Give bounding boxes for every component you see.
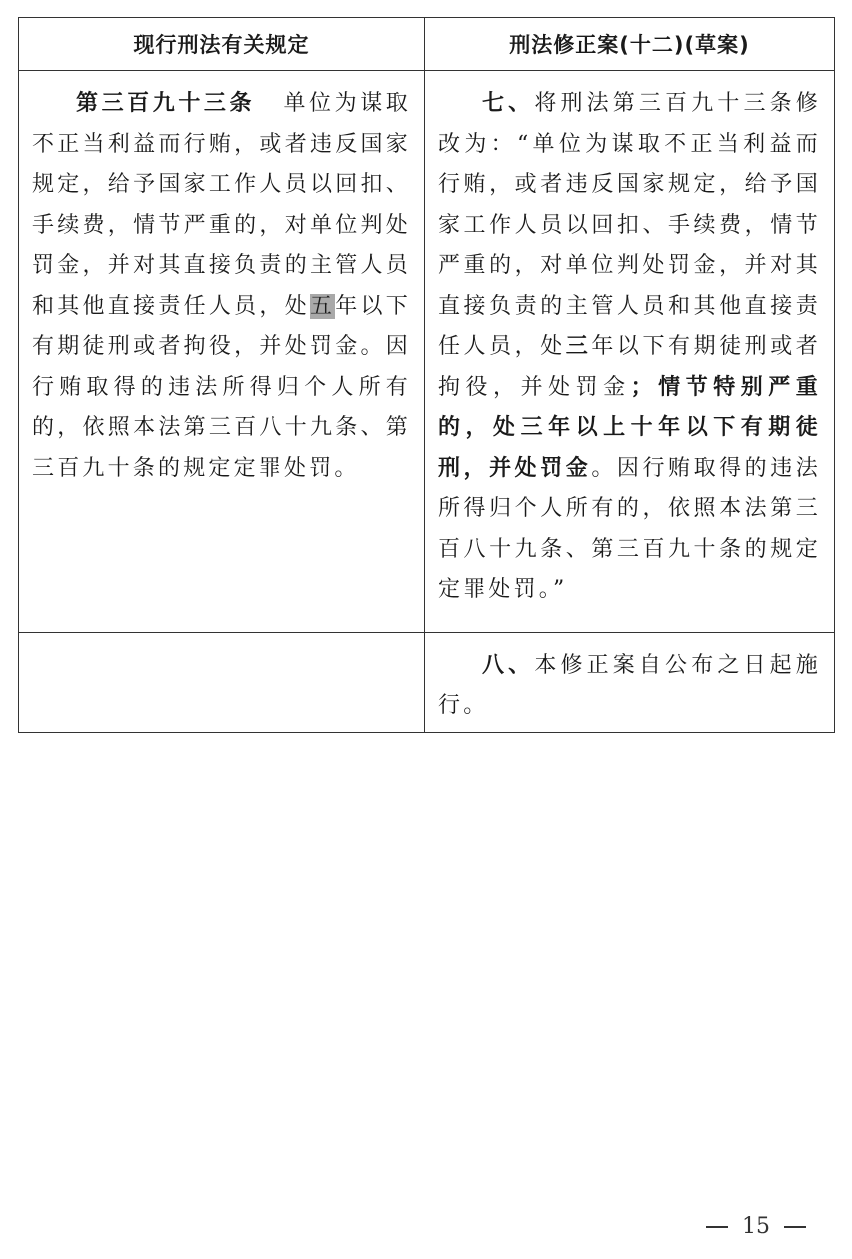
amendment-item-8 (426, 634, 833, 731)
current-law-article (20, 72, 423, 509)
amendment-text-part3: 。因行贿取得的违法所得归个人所有的，依照本法第三百八十九条、第三百九十条的规定定罪处罚。” (438, 455, 821, 602)
header-row (19, 18, 835, 71)
empty-cell (19, 632, 425, 732)
amendment-item-7 (426, 72, 833, 631)
table-row (19, 71, 835, 633)
dash-left (706, 1226, 728, 1228)
amendment-text-part2: 年以下有期徒刑或者拘役，并处罚金 (438, 334, 821, 400)
highlighted-term: 五 (309, 293, 336, 319)
dash-right (784, 1226, 806, 1228)
item-number: 七、 (482, 91, 535, 116)
empty-cell-text (20, 634, 423, 650)
article-text-part1: 单位为谋取不正当利益而行贿，或者违反国家规定，给予国家工作人员以回扣、手续费，情节严重的，对单位判处罚金，并对其直接负责的主管人员和其他直接责任人员，处 (32, 91, 411, 319)
item-number: 八、 (482, 652, 535, 678)
header-current-law: 现行刑法有关规定 (19, 18, 425, 71)
current-law-cell (19, 71, 425, 633)
header-amendment-draft: 刑法修正案(十二)(草案) (425, 18, 835, 71)
page-number (0, 1214, 820, 1239)
amendment-cell (425, 632, 835, 732)
comparison-table (18, 17, 835, 733)
amended-term: 三 (565, 334, 592, 359)
table-row (19, 632, 835, 732)
article-title: 第三百九十三条 (76, 91, 256, 116)
article-text-part2: 年以下有期徒刑或者拘役，并处罚金。因行贿取得的违法所得归个人所有的，依照本法第三百八十九条、第三百九十条的规定定罪处罚。 (32, 293, 412, 481)
added-clause: ；情节特别严重的，处三年以上十年以下有期徒刑，并处罚金 (438, 374, 821, 481)
page-number-value: 15 (742, 1214, 770, 1239)
amendment-text-part1: 将刑法第三百九十三条修改为：“单位为谋取不正当利益而行贿，或者违反国家规定，给予国家工作人员以回扣、手续费，情节严重的，对单位判处罚金，并对其直接负责的主管人员和其他直接责任人员，处 (438, 91, 822, 359)
item-8-text: 本修正案自公布之日起施行。 (438, 652, 822, 718)
amendment-cell (425, 71, 835, 633)
